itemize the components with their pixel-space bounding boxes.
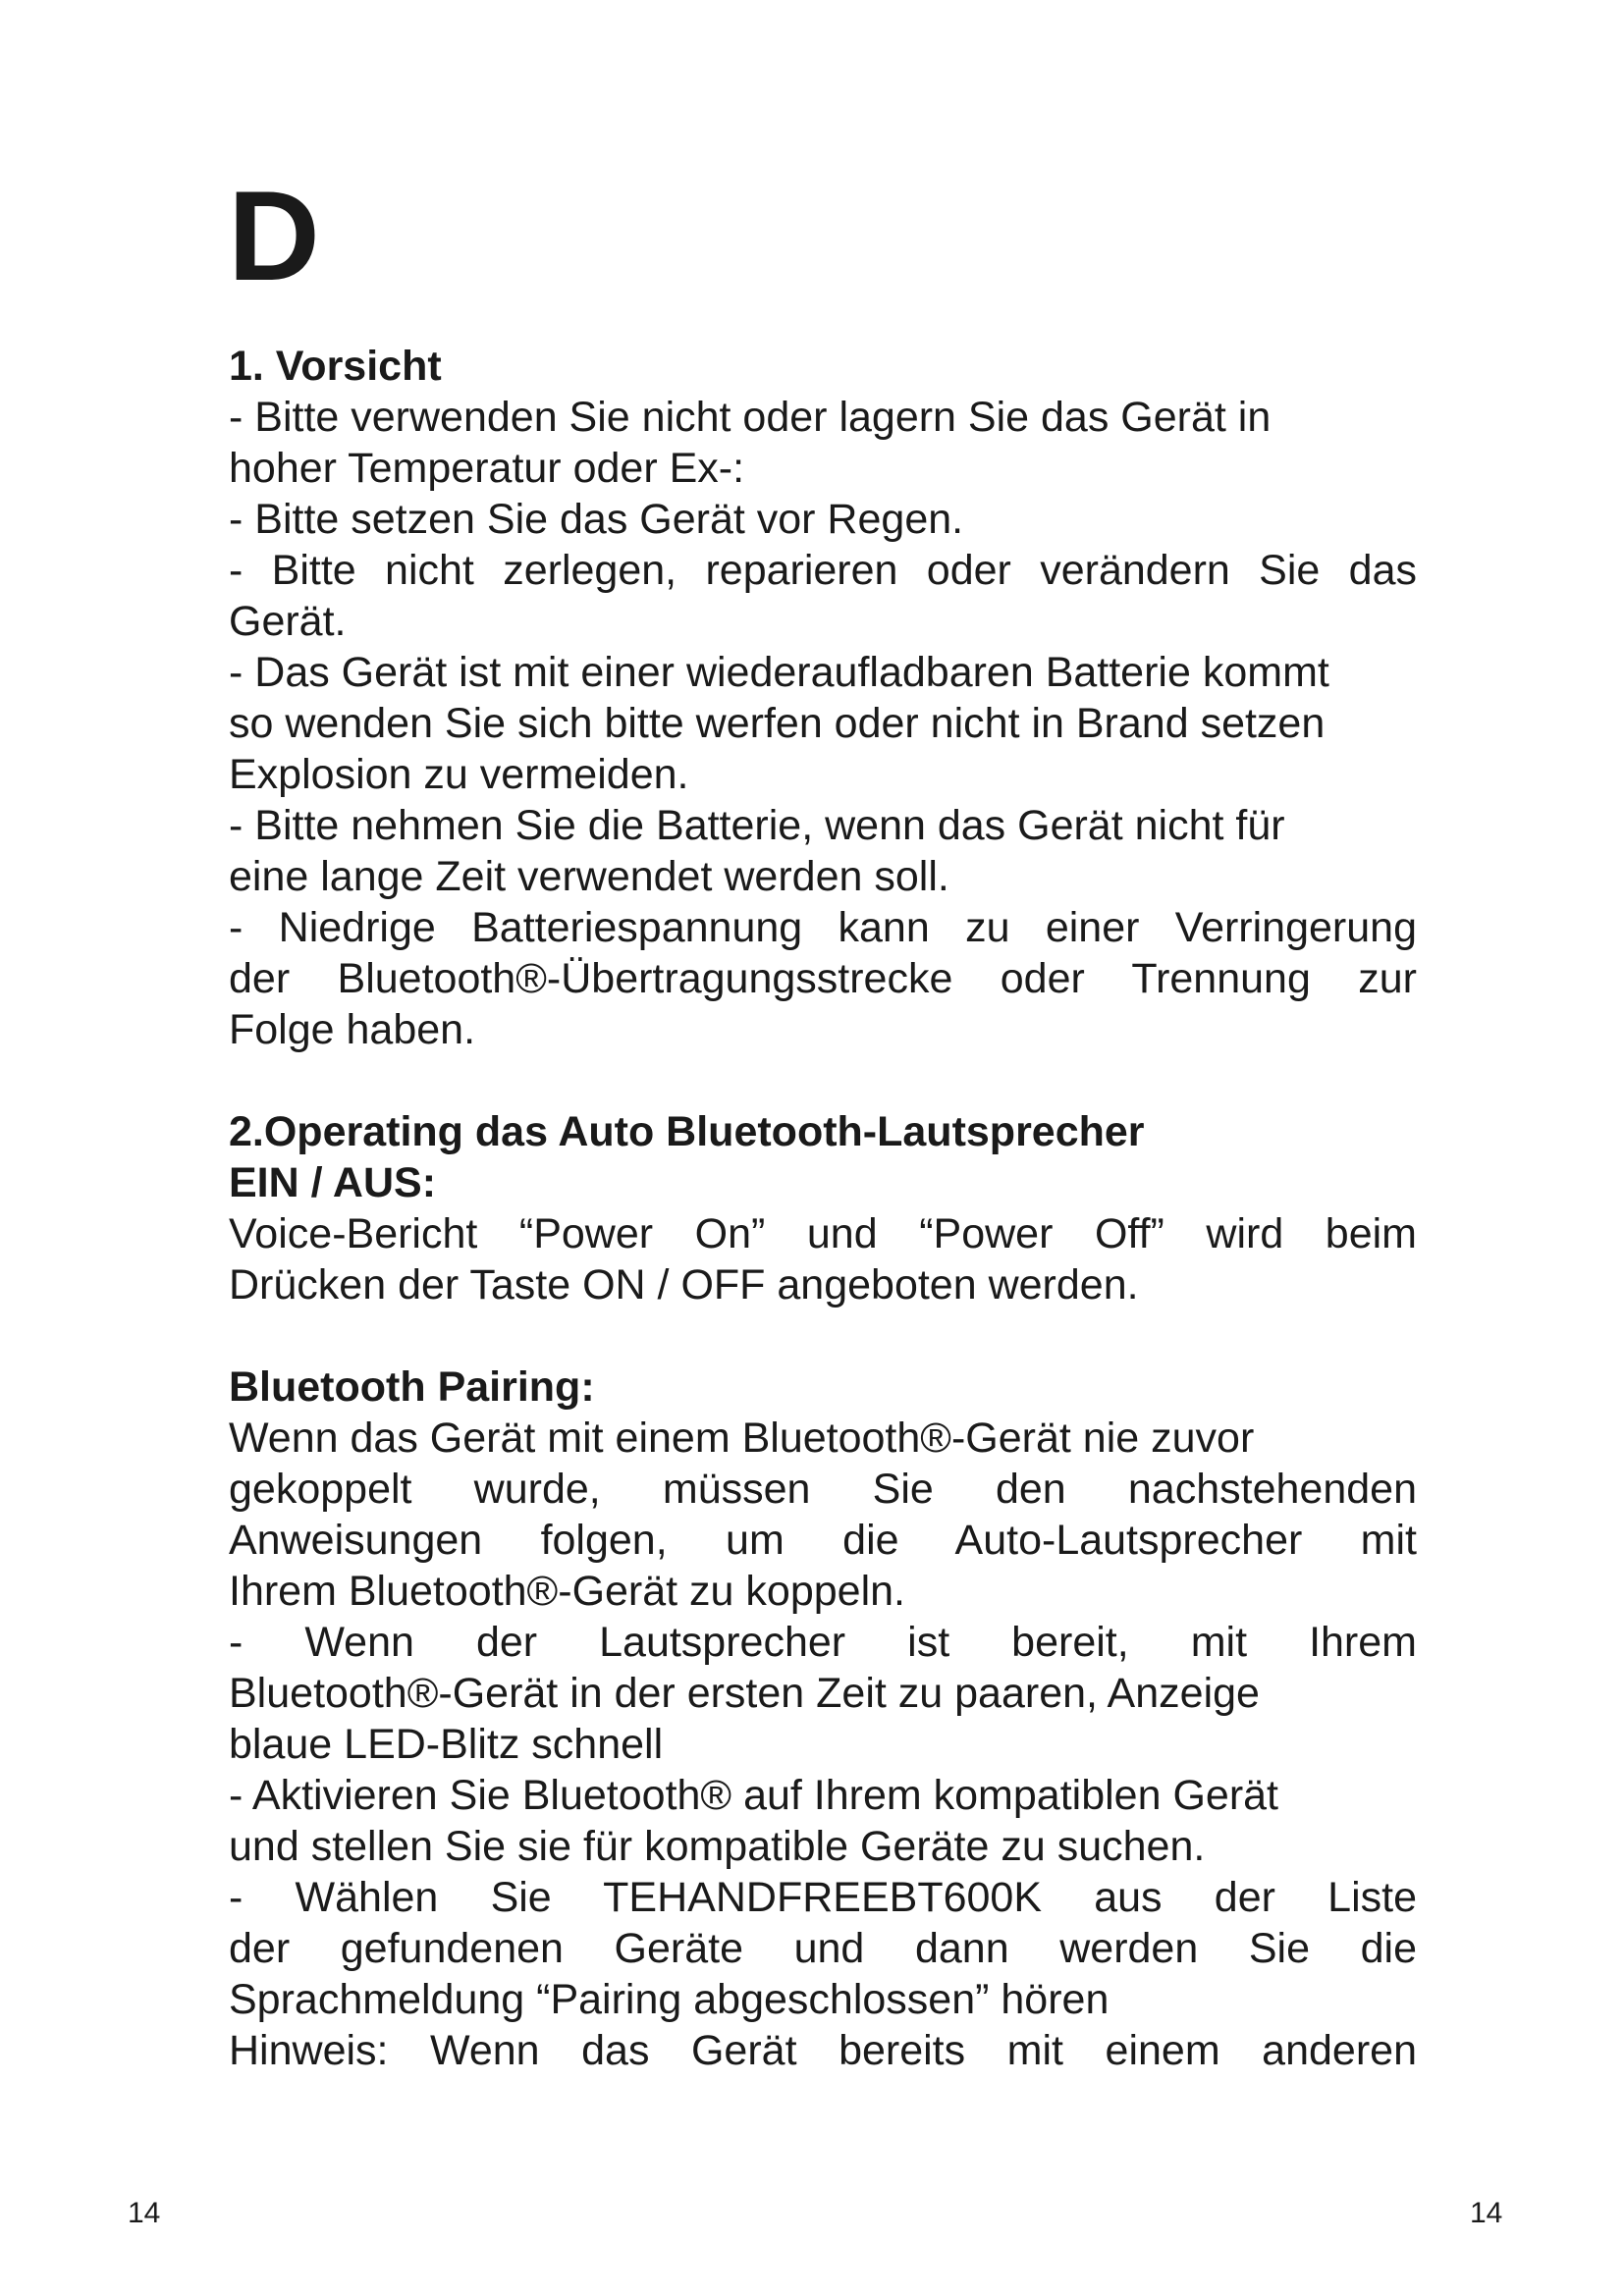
section2-line: Drücken der Taste ON / OFF angeboten werden. [229, 1261, 1139, 1308]
page-number-left: 14 [128, 2197, 161, 2229]
section3-line: - Aktivieren Sie Bluetooth® auf Ihrem kompatiblen Gerät [229, 1772, 1278, 1819]
section2-subheading: EIN / AUS: [229, 1159, 437, 1206]
section3-line: - Wählen Sie TEHANDFREEBT600K aus der Liste [229, 1874, 1417, 1921]
section1-line: so wenden Sie sich bitte werfen oder nicht in Brand setzen [229, 700, 1326, 747]
section1-line: - Das Gerät ist mit einer wiederaufladbaren Batterie kommt [229, 649, 1329, 696]
section1-line: eine lange Zeit verwendet werden soll. [229, 853, 949, 900]
section3-line: Bluetooth®-Gerät in der ersten Zeit zu paaren, Anzeige [229, 1670, 1260, 1717]
section3-line: Anweisungen folgen, um die Auto-Lautsprecher mit [229, 1517, 1417, 1564]
section1-line: - Bitte verwenden Sie nicht oder lagern Sie das Gerät in [229, 394, 1272, 441]
section1-line: - Bitte setzen Sie das Gerät vor Regen. [229, 496, 964, 543]
section1-heading: 1. Vorsicht [229, 343, 442, 390]
section3-line: Wenn das Gerät mit einem Bluetooth®-Gerät nie zuvor [229, 1415, 1255, 1462]
section1-line: Gerät. [229, 598, 347, 645]
section3-line: - Wenn der Lautsprecher ist bereit, mit Ihrem [229, 1619, 1417, 1666]
section3-line: der gefundenen Geräte und dann werden Sie die [229, 1925, 1417, 1972]
section3-line: blaue LED-Blitz schnell [229, 1721, 664, 1768]
section3-line: und stellen Sie sie für kompatible Geräte zu suchen. [229, 1823, 1206, 1870]
section1-line: hoher Temperatur oder Ex-: [229, 445, 745, 492]
section3-line: gekoppelt wurde, müssen Sie den nachstehenden [229, 1466, 1417, 1513]
section1-line: Folge haben. [229, 1006, 476, 1053]
language-letter: D [228, 164, 320, 307]
section1-line: Explosion zu vermeiden. [229, 751, 689, 798]
section2-line: Voice-Bericht “Power On” und “Power Off” wird beim [229, 1210, 1417, 1257]
section2-heading: 2.Operating das Auto Bluetooth-Lautsprecher [229, 1108, 1145, 1155]
section1-line: - Niedrige Batteriespannung kann zu einer Verringerung [229, 904, 1417, 951]
section3-line: Hinweis: Wenn das Gerät bereits mit einem anderen [229, 2027, 1417, 2074]
section1-line: - Bitte nehmen Sie die Batterie, wenn das Gerät nicht für [229, 802, 1285, 849]
section3-line: Ihrem Bluetooth®-Gerät zu koppeln. [229, 1568, 905, 1615]
section1-line: - Bitte nicht zerlegen, reparieren oder verändern Sie das [229, 547, 1417, 594]
page-number-right: 14 [1470, 2197, 1503, 2229]
section3-line: Sprachmeldung “Pairing abgeschlossen” hören [229, 1976, 1110, 2023]
section1-line: der Bluetooth®-Übertragungsstrecke oder Trennung zur [229, 955, 1417, 1002]
section3-heading: Bluetooth Pairing: [229, 1363, 595, 1411]
manual-content [229, 341, 1417, 2076]
